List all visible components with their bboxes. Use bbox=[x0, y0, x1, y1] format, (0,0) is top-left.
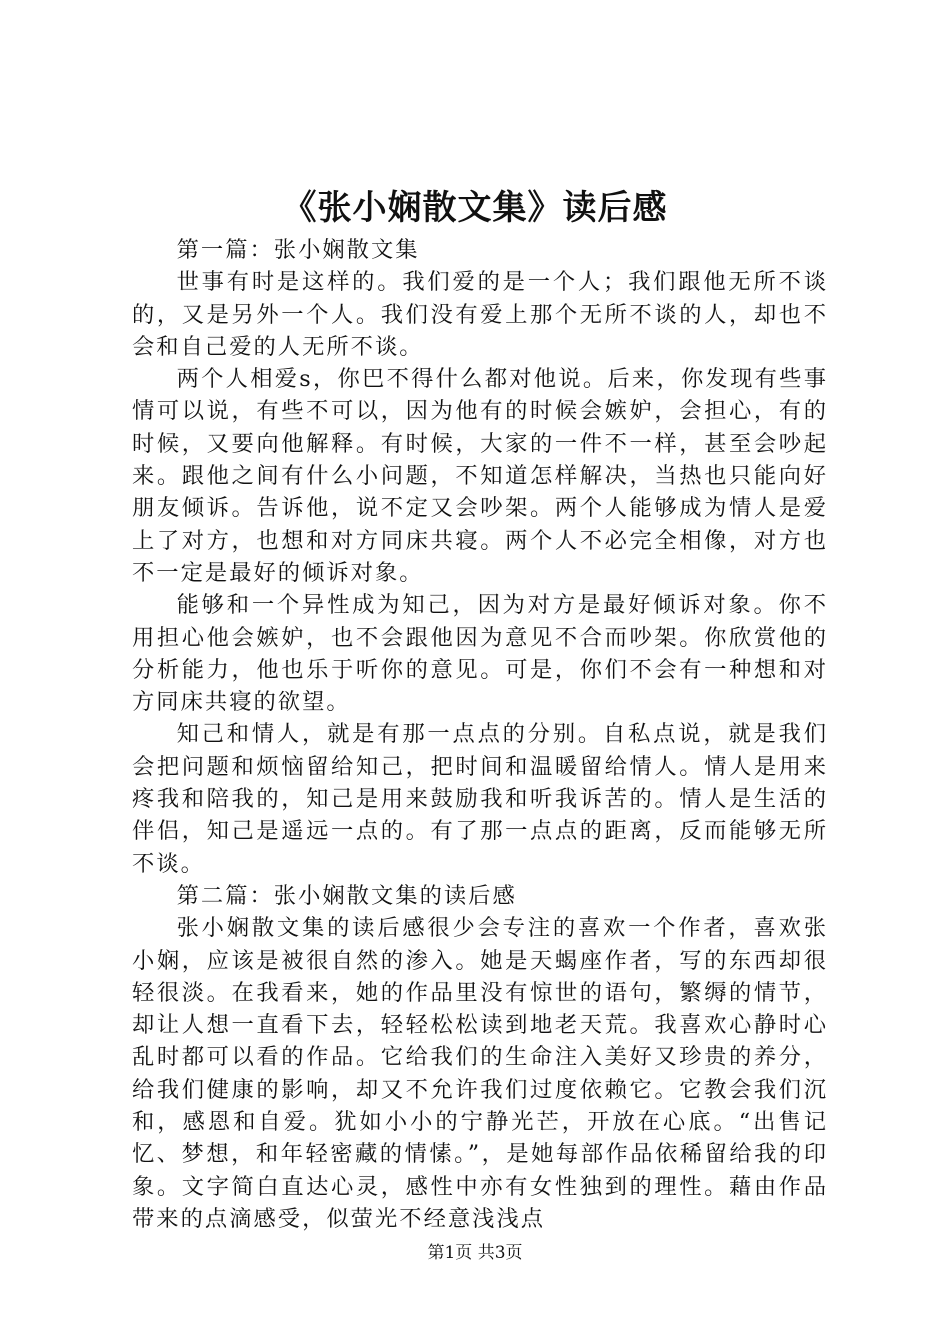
section-heading: 第一篇：张小娴散文集 bbox=[176, 237, 420, 263]
section-heading: 第二篇：张小娴散文集的读后感 bbox=[176, 882, 517, 909]
paragraph: 世事有时是这样的。我们爱的是一个人；我们跟他无所不谈的，又是另外一个人。我们没有爱上那个无所不谈的人，却也不会和自己爱的人无所不谈。 bbox=[132, 269, 828, 360]
page-footer: 第1页 共3页 bbox=[427, 1243, 523, 1263]
paragraph: 能够和一个异性成为知己，因为对方是最好倾诉对象。你不用担心他会嫉妒，也不会跟他因为意见不合而吵架。你欣赏他的分析能力，他也乐于听你的意见。可是，你们不会有一种想和对方同床共寝的欲望。 bbox=[132, 592, 828, 716]
paragraph: 两个人相爱s，你巴不得什么都对他说。后来，你发现有些事情可以说，有些不可以，因为他有的时候会嫉妒，会担心，有的时候，又要向他解释。有时候，大家的一件不一样，甚至会吵起来。跟他之间有什么小问题，不知道怎样解决，当热也只能向好朋友倾诉。告诉他，说不定又会吵架。两个人能够成为情人是爱上了对方，也想和对方同床共寝。两个人不必完全相像，对方也不一定是最好的倾诉对象。 bbox=[132, 366, 828, 586]
document-title: 《张小娴散文集》读后感 bbox=[282, 188, 668, 228]
paragraph: 知己和情人，就是有那一点点的分别。自私点说，就是我们会把问题和烦恼留给知己，把时间和温暖留给情人。情人是用来疼我和陪我的，知己是用来鼓励我和听我诉苦的。情人是生活的伴侣，知己是遥远一点的。有了那一点点的距离，反而能够无所不谈。 bbox=[132, 721, 828, 877]
document-body bbox=[132, 234, 828, 1235]
paragraph: 张小娴散文集的读后感很少会专注的喜欢一个作者，喜欢张小娴，应该是被很自然的渗入。她是天蝎座作者，写的东西却很轻很淡。在我看来，她的作品里没有惊世的语句，繁缛的情节，却让人想一直看下去，轻轻松松读到地老天荒。我喜欢心静时心乱时都可以看的作品。它给我们的生命注入美好又珍贵的养分，给我们健康的影响，却又不允许我们过度依赖它。它教会我们沉和，感恩和自爱。犹如小小的宁静光芒，开放在心底。“出售记忆、梦想，和年轻密藏的情愫。”，是她每部作品依稀留给我的印象。文字简白直达心灵，感性中亦有女性独到的理性。藉由作品带来的点滴感受，似萤光不经意浅浅点 bbox=[132, 915, 828, 1232]
